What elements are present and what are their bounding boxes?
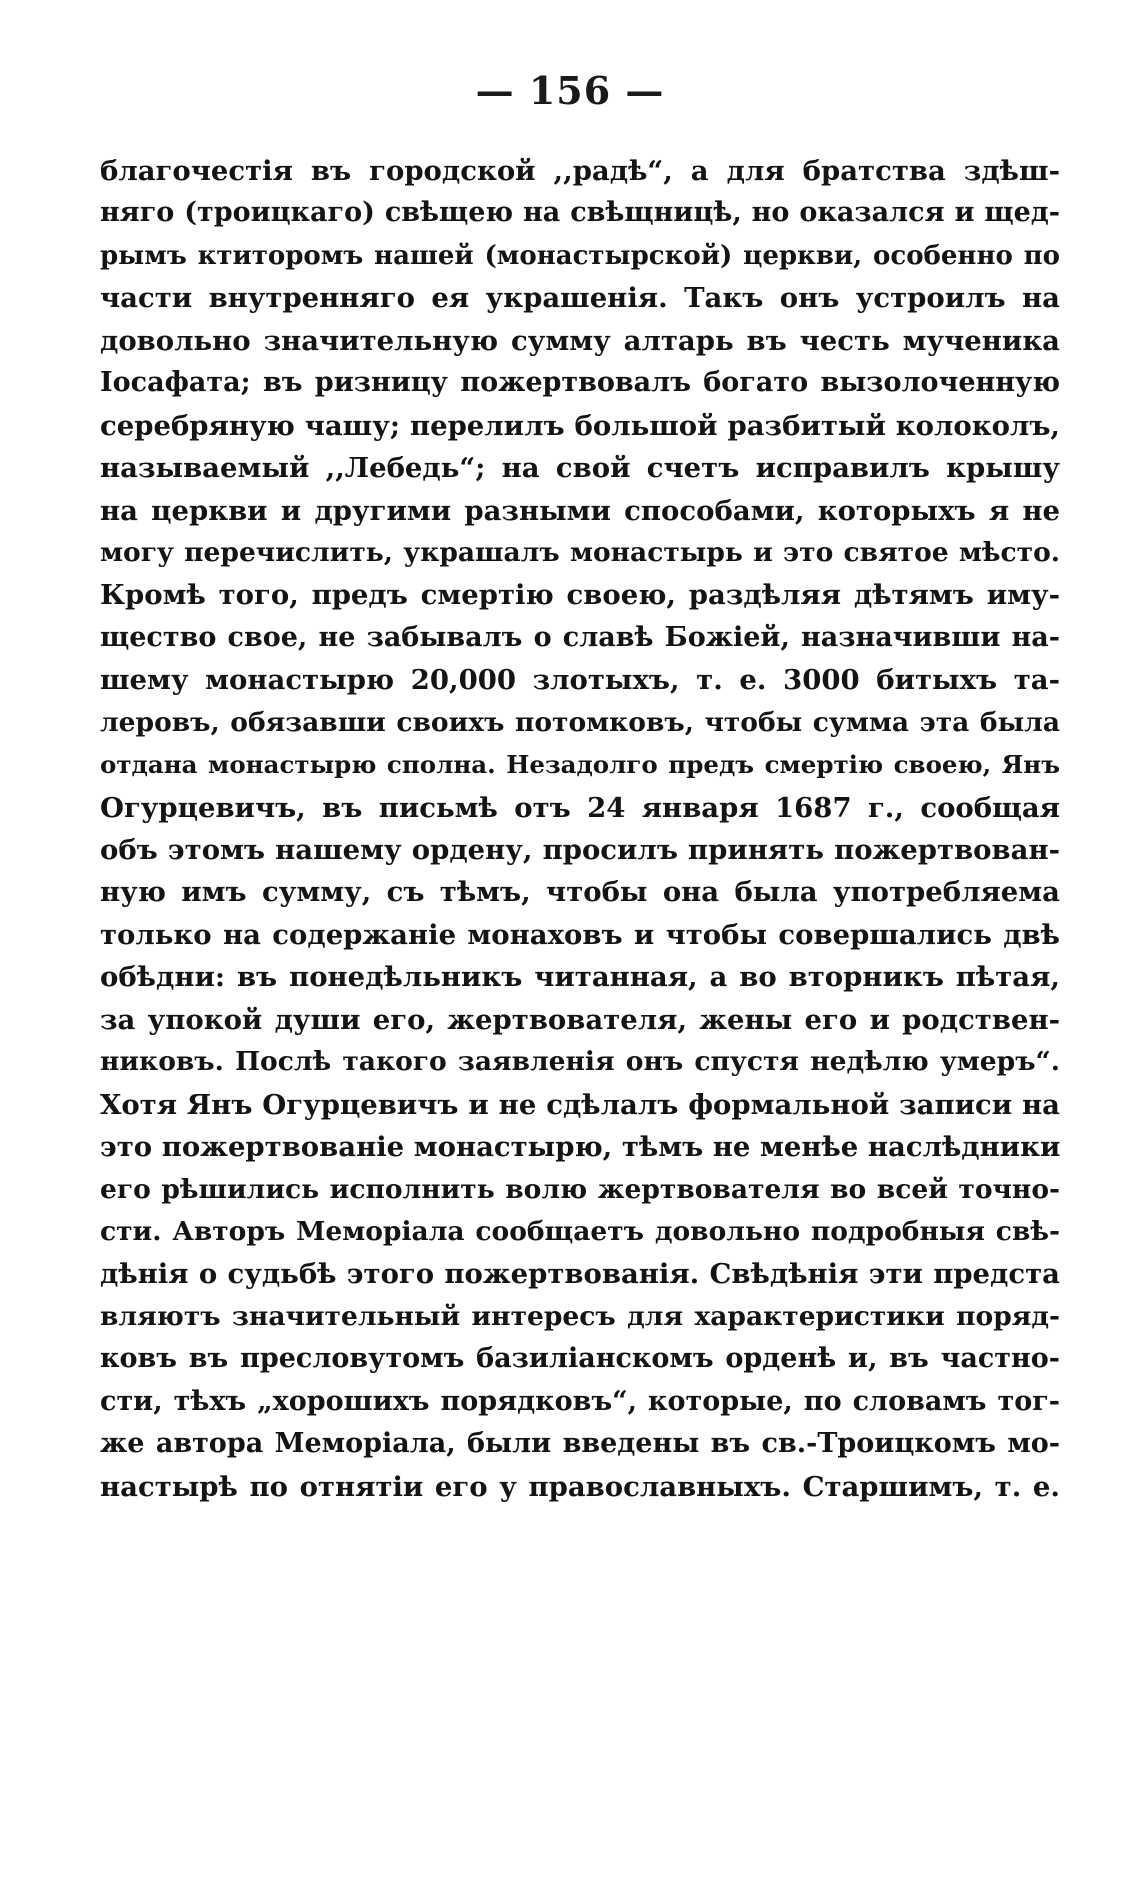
text-line: сти, тѣхъ „хорошихъ порядковъ“, которые, по словамъ тог- <box>100 1385 1060 1417</box>
text-line: Хотя Янъ Огурцевичъ и не сдѣлалъ формальной записи на <box>100 1088 1060 1121</box>
text-line: это пожертвованіе монастырю, тѣмъ не менѣе наслѣдники <box>100 1131 1061 1164</box>
text-line: ную имъ сумму, съ тѣмъ, чтобы она была употребляема <box>100 876 1060 909</box>
page-number: — 156 — <box>475 68 665 113</box>
text-line: серебряную чашу; перелилъ большой разбитый колоколъ, <box>100 409 1060 442</box>
text-line: называемый ,,Лебедь“; на свой счетъ исправилъ крышу <box>100 452 1060 485</box>
text-line: Іосафата; въ ризницу пожертвовалъ богато вызолоченную <box>100 367 1060 399</box>
text-line: щество свое, не забывалъ о славѣ Божіей, назначивши на- <box>100 621 1060 653</box>
text-line: обѣдни: въ понедѣльникъ читанная, а во вторникъ пѣтая, <box>100 961 1060 994</box>
text-line: объ этомъ нашему ордену, просилъ принять пожертвован- <box>100 834 1060 866</box>
text-line: могу перечислить, украшалъ монастырь и это святое мѣсто. <box>100 536 1060 568</box>
text-line: Огурцевичъ, въ письмѣ отъ 24 января 1687 г., сообщая <box>100 791 1060 824</box>
text-line: сти. Авторъ Меморіала сообщаетъ довольно подробныя свѣ- <box>100 1215 1060 1247</box>
text-line: части внутренняго ея украшенія. Такъ онъ устроилъ на <box>100 282 1060 315</box>
text-line: никовъ. Послѣ такого заявленія онъ спустя недѣлю умеръ“. <box>100 1046 1060 1078</box>
text-line: Кромѣ того, предъ смертію своею, раздѣляя дѣтямъ иму- <box>100 579 1060 612</box>
text-line: благочестія въ городской ,,радѣ“, а для братства здѣш- <box>100 155 1060 187</box>
text-line: шему монастырю 20,000 злотыхъ, т. е. 3000 битыхъ та- <box>100 664 1060 697</box>
text-line: на церкви и другими разными способами, которыхъ я не <box>100 494 1060 527</box>
text-line: настырѣ по отнятіи его у православныхъ. Старшимъ, т. е. <box>100 1470 1060 1503</box>
text-line: дѣнія о судьбѣ этого пожертвованія. Свѣдѣнія эти предста <box>100 1258 1060 1291</box>
text-line: же автора Меморіала, были введены въ св.-Троицкомъ мо- <box>100 1428 1060 1460</box>
text-line: отдана монастырю сполна. Незадолго предъ смертію своею, Янъ <box>100 750 1060 780</box>
text-line: вляютъ значительный интересъ для характеристики поряд- <box>100 1300 1060 1332</box>
text-line: только на содержаніе монаховъ и чтобы совершались двѣ <box>100 918 1060 951</box>
text-line: рымъ ктиторомъ нашей (монастырской) церкви, особенно по <box>100 240 1060 271</box>
text-line: няго (троицкаго) свѣщею на свѣщницѣ, но оказался и щед- <box>100 197 1060 229</box>
text-line: за упокой души его, жертвователя, жены его и родствен- <box>100 1003 1060 1036</box>
text-line: его рѣшились исполнить волю жертвователя во всей точно- <box>100 1173 1060 1205</box>
text-line: леровъ, обязавши своихъ потомковъ, чтобы сумма эта была <box>100 706 1060 738</box>
body-text <box>100 150 1060 1508</box>
text-line: ковъ въ пресловутомъ базиліанскомъ орденѣ и, въ частно- <box>100 1343 1060 1375</box>
text-line: довольно значительную сумму алтарь въ честь мученика <box>100 324 1060 357</box>
